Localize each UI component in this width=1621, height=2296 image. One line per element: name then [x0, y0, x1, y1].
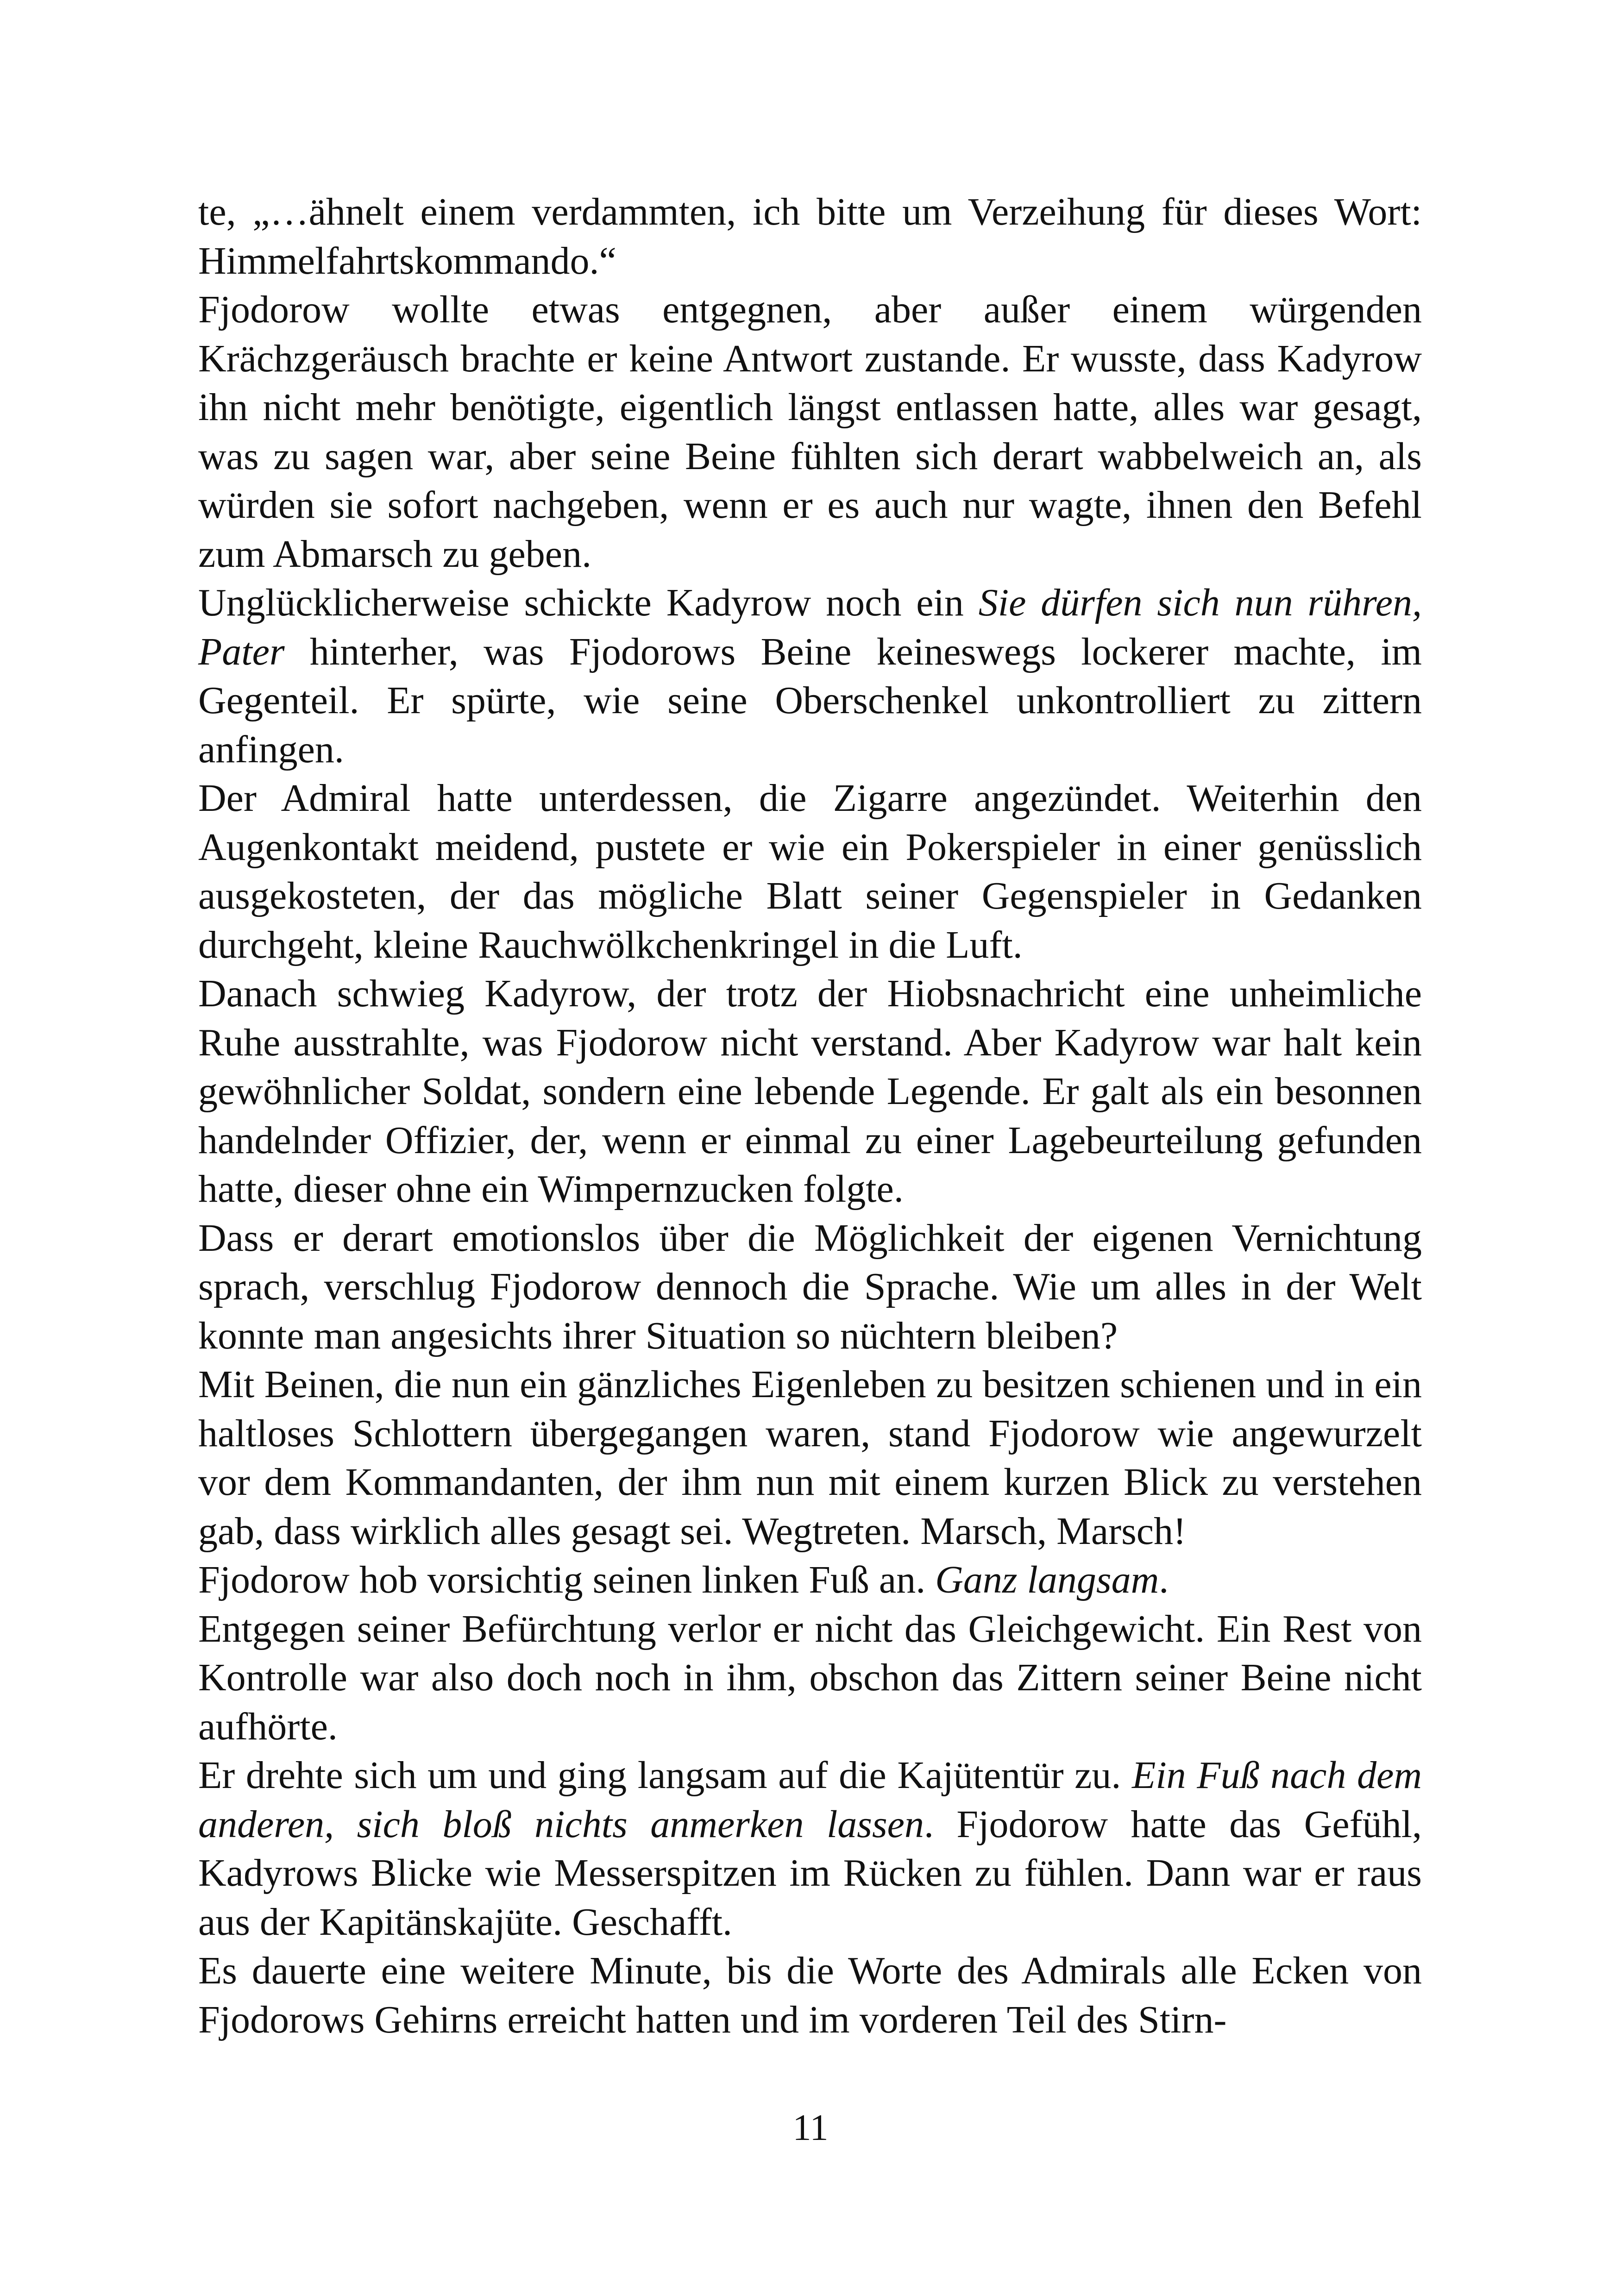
text-run: Er drehte sich um und ging langsam auf die Kajütentür zu.: [198, 1754, 1132, 1797]
text-run: Der Admiral hatte unterdessen, die Zigarre angezündet. Weiterhin den Augenkontakt meidend, pustete er wie ein Pokerspieler in einer genüsslich ausgekosteten, der das mögliche Blatt seiner Gegenspieler in Gedanken durchgeht, kleine Rauchwölkchenkringel in die Luft.: [198, 777, 1422, 966]
italic-text: Sie dürfen sich nun rühren, Pater: [198, 581, 1422, 673]
text-run: Unglücklicherweise schickte Kadyrow noch ein: [198, 581, 979, 624]
text-run: te, „…ähnelt einem verdammten, ich bitte um Verzeihung für dieses Wort: Himmelfahrtskommando.“: [198, 190, 1422, 282]
paragraph: [198, 1751, 1422, 1946]
paragraph: [198, 1360, 1422, 1556]
text-run: Fjodorow wollte etwas entgegnen, aber außer einem würgenden Krächzgeräusch brachte er keine Antwort zustande. Er wusste, dass Kadyrow ihn nicht mehr benötigte, eigentlich längst entlassen hatte, alles war gesagt, was zu sagen war, aber seine Beine fühlten sich derart wabbelweich an, als würden sie sofort nachgeben, wenn er es auch nur wagte, ihnen den Befehl zum Abmarsch zu geben.: [198, 288, 1422, 576]
text-run: Danach schwieg Kadyrow, der trotz der Hiobsnachricht eine unheimliche Ruhe ausstrahlte, was Fjodorow nicht verstand. Aber Kadyrow war halt kein gewöhnlicher Soldat, sondern eine lebende Legende. Er galt als ein besonnen handelnder Offizier, der, wenn er einmal zu einer Lagebeurteilung gefunden hatte, dieser ohne ein Wimpernzucken folgte.: [198, 972, 1422, 1211]
text-run: Entgegen seiner Befürchtung verlor er nicht das Gleichgewicht. Ein Rest von Kontrolle war also doch noch in ihm, obschon das Zittern seiner Beine nicht aufhörte.: [198, 1607, 1422, 1748]
paragraph: [198, 188, 1422, 285]
text-run: .: [1159, 1558, 1169, 1601]
page-number: 11: [792, 2108, 829, 2148]
text-run: Dass er derart emotionslos über die Möglichkeit der eigenen Vernichtung sprach, verschlug Fjodorow dennoch die Sprache. Wie um alles in der Welt konnte man angesichts ihrer Situation so nüchtern bleiben?: [198, 1216, 1422, 1357]
text-run: hinterher, was Fjodorows Beine keineswegs lockerer machte, im Gegenteil. Er spürte, wie seine Oberschenkel unkontrolliert zu zittern anfingen.: [198, 630, 1422, 771]
italic-text: Ganz langsam: [935, 1558, 1159, 1601]
text-run: Fjodorow hob vorsichtig seinen linken Fuß an.: [198, 1558, 936, 1601]
body-text: [198, 188, 1422, 2044]
paragraph: [198, 1946, 1422, 2044]
paragraph: [198, 969, 1422, 1214]
paragraph: [198, 1556, 1422, 1605]
paragraph: [198, 578, 1422, 774]
paragraph: [198, 1214, 1422, 1361]
text-run: Es dauerte eine weitere Minute, bis die Worte des Admirals alle Ecken von Fjodorows Gehirns erreicht hatten und im vorderen Teil des Stirn-: [198, 1949, 1422, 2041]
text-run: . Fjodorow hatte das Gefühl, Kadyrows Blicke wie Messerspitzen im Rücken zu fühlen. Dann war er raus aus der Kapitänskajüte. Geschafft.: [198, 1802, 1422, 1944]
paragraph: [198, 285, 1422, 578]
paragraph: [198, 1605, 1422, 1751]
italic-text: Ein Fuß nach dem anderen, sich bloß nichts anmerken lassen: [198, 1754, 1422, 1846]
paragraph: [198, 774, 1422, 969]
text-run: Mit Beinen, die nun ein gänzliches Eigenleben zu besitzen schienen und in ein haltloses Schlottern übergegangen waren, stand Fjodorow wie angewurzelt vor dem Kommandanten, der ihm nun mit einem kurzen Blick zu verstehen gab, dass wirklich alles gesagt sei. Wegtreten. Marsch, Marsch!: [198, 1363, 1422, 1553]
